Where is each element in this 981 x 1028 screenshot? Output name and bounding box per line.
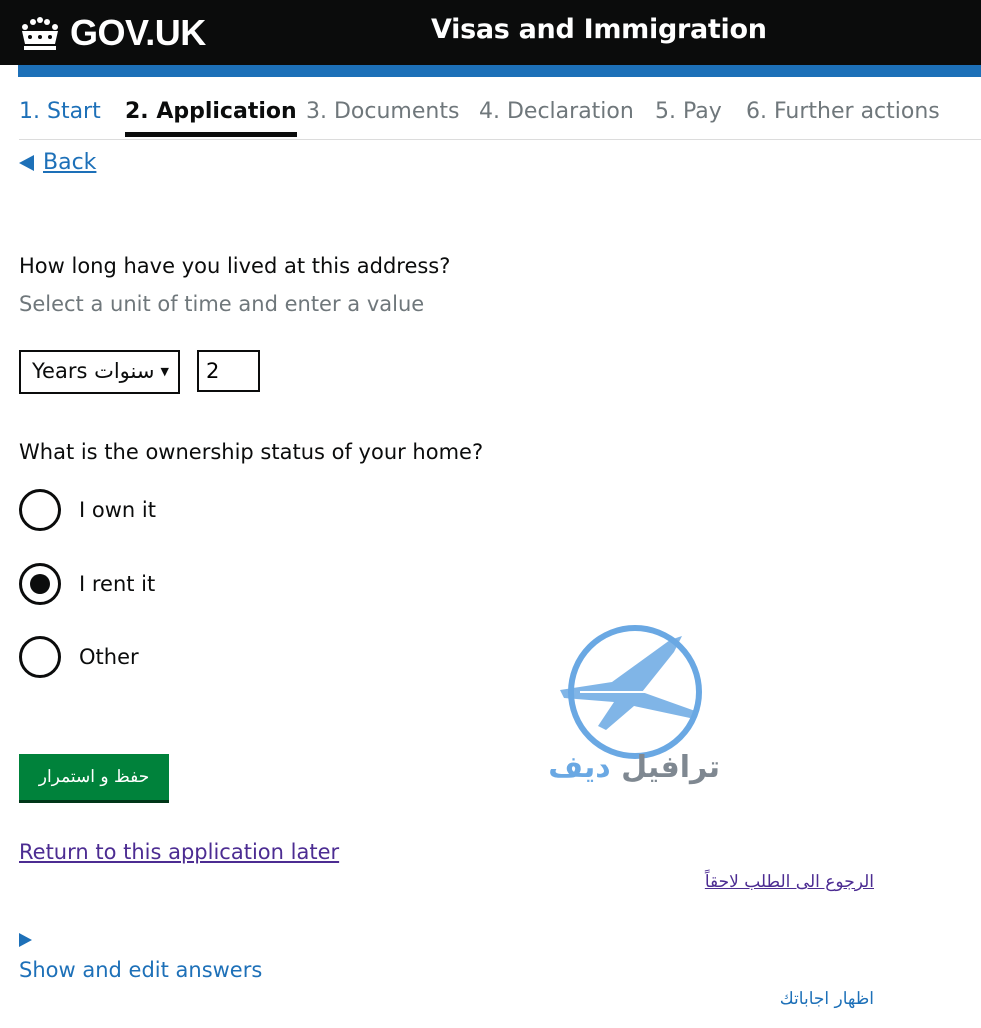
radio-other[interactable] (19, 636, 139, 678)
show-answers-arabic: اظهار اجاباتك (779, 989, 874, 1009)
ownership-question: What is the ownership status of your home? (19, 440, 484, 464)
back-link[interactable] (19, 150, 96, 175)
show-answers-toggle[interactable]: Show and edit answers (19, 958, 263, 982)
watermark-text-a: ترافيل (621, 750, 720, 785)
time-unit-selected: Years سنوات (32, 359, 155, 383)
radio-button[interactable] (19, 489, 61, 531)
duration-hint: Select a unit of time and enter a value (19, 292, 425, 316)
govuk-logo[interactable] (18, 12, 206, 54)
step-documents: 3. Documents (306, 99, 460, 124)
step-further-actions: 6. Further actions (746, 99, 940, 124)
radio-button[interactable] (19, 636, 61, 678)
step-start[interactable]: 1. Start (19, 99, 101, 124)
back-link-label: Back (43, 150, 97, 175)
radio-label: Other (79, 645, 139, 669)
expand-triangle-icon (19, 933, 32, 947)
duration-value-input[interactable] (197, 350, 260, 392)
radio-own[interactable] (19, 489, 156, 531)
radio-selected-dot (30, 574, 50, 594)
return-later-link-arabic[interactable]: الرجوع الى الطلب لاحقاً (704, 872, 874, 892)
radio-label: I own it (79, 498, 156, 522)
dropdown-arrow-icon: ▼ (160, 365, 169, 378)
logo-text: GOV.UK (70, 12, 206, 53)
details-toggle[interactable] (19, 933, 32, 947)
radio-label: I rent it (79, 572, 156, 596)
progress-steps (19, 99, 981, 140)
return-later-link[interactable]: Return to this application later (19, 840, 340, 864)
time-unit-select[interactable] (19, 350, 180, 394)
radio-button-selected[interactable] (19, 563, 61, 605)
crown-icon (18, 15, 62, 51)
site-header (0, 0, 981, 65)
duration-question: How long have you lived at this address? (19, 254, 451, 278)
watermark-text-b: ديف (548, 750, 611, 785)
header-accent-bar (18, 65, 981, 77)
save-continue-button[interactable]: حفظ و استمرار (19, 754, 169, 800)
radio-rent[interactable] (19, 563, 155, 605)
service-name[interactable]: Visas and Immigration (431, 14, 767, 45)
step-declaration: 4. Declaration (479, 99, 634, 124)
step-pay: 5. Pay (655, 99, 722, 124)
watermark-text (548, 750, 720, 785)
step-application: 2. Application (125, 99, 297, 124)
back-arrow-icon (19, 155, 34, 171)
